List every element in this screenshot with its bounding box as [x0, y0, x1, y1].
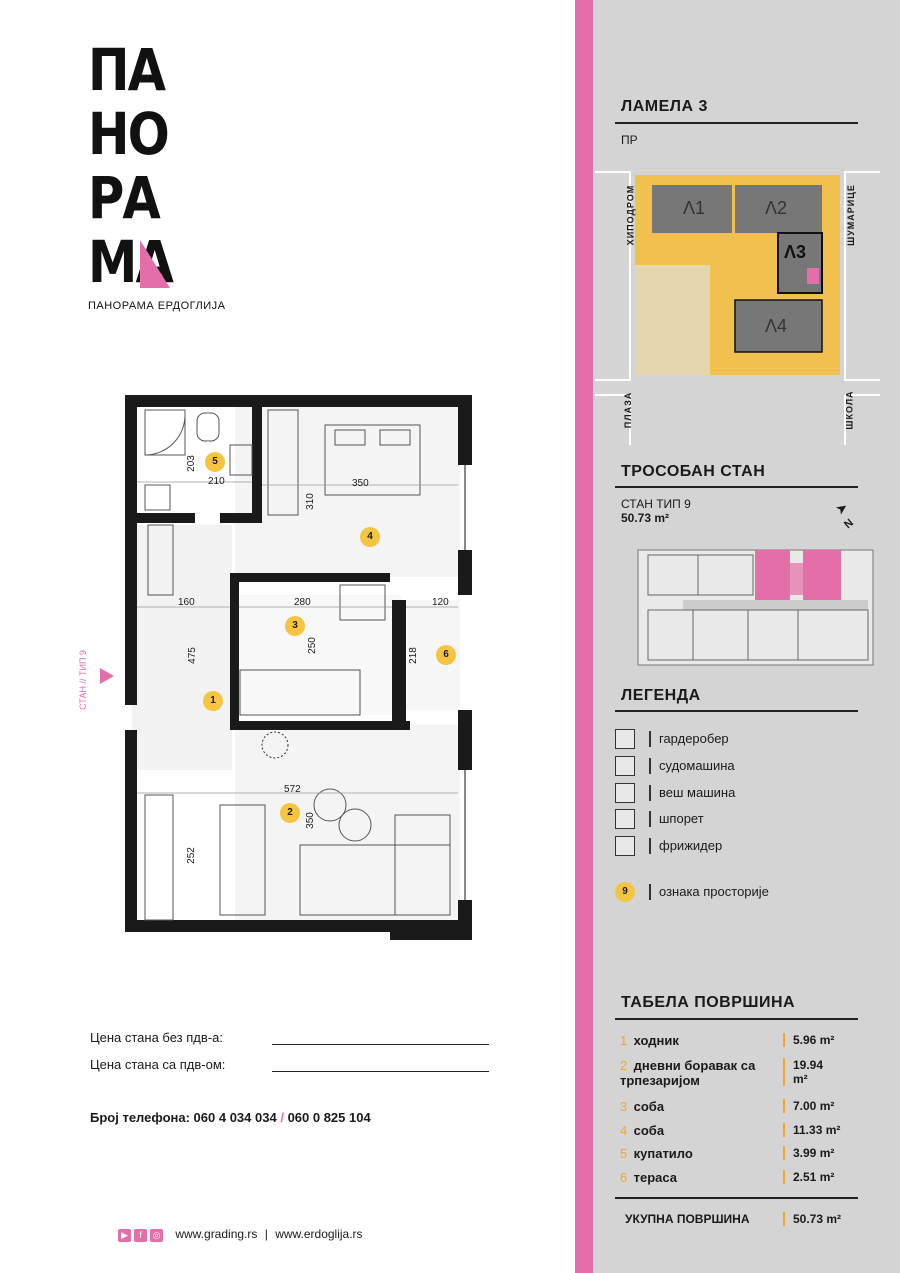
- youtube-icon[interactable]: ▶: [118, 1229, 131, 1242]
- area-row: [620, 1123, 860, 1138]
- logo-line: ПА: [88, 36, 165, 104]
- area-row-name: дневни боравак са трпезаријом: [620, 1058, 756, 1088]
- area-row-value: 11.33 m²: [783, 1123, 840, 1137]
- dim-label: 572: [284, 784, 301, 795]
- dim-label: 160: [178, 597, 195, 608]
- accent-bar: [575, 0, 593, 1273]
- area-row-name: тераса: [633, 1170, 678, 1185]
- area-row-name: соба: [633, 1123, 665, 1138]
- apartment-area: 50.73 m²: [621, 511, 670, 525]
- area-row: [620, 1099, 860, 1114]
- instagram-icon[interactable]: ◎: [150, 1229, 163, 1242]
- dishwasher-icon: [615, 756, 635, 776]
- footer: [118, 1227, 363, 1242]
- area-row-value: 7.00 m²: [783, 1099, 834, 1113]
- areas-title: ТАБЕЛА ПОВРШИНА: [621, 994, 796, 1011]
- phone-line: [90, 1110, 371, 1125]
- website-link[interactable]: www.erdoglija.rs: [275, 1227, 363, 1241]
- block-label: Λ2: [765, 198, 788, 218]
- logo-line: РА: [88, 164, 159, 232]
- legend-label: ознака просторије: [649, 884, 769, 900]
- divider: [615, 1197, 858, 1199]
- area-row: [620, 1058, 824, 1088]
- apartment-type-title: ТРОСОБАН СТАН: [621, 463, 766, 480]
- washing-machine-icon: [615, 783, 635, 803]
- block-label: Λ4: [765, 316, 788, 336]
- area-row: [620, 1033, 860, 1048]
- dim-label: 218: [407, 647, 419, 664]
- logo-triangle: [140, 240, 170, 288]
- legend-item: [615, 756, 735, 776]
- phone-number[interactable]: 060 4 034 034: [193, 1110, 277, 1125]
- key-plan: [633, 545, 878, 670]
- area-row-value: 19.94 m²: [783, 1058, 823, 1086]
- area-row: [620, 1170, 860, 1185]
- legend-label: фрижидер: [649, 838, 722, 854]
- legend-item: [615, 729, 729, 749]
- total-area-value: 50.73 m²: [783, 1212, 841, 1226]
- area-row-num: 1: [620, 1033, 628, 1048]
- room-badge: 2: [280, 803, 300, 823]
- price-without-vat-field[interactable]: [272, 1044, 489, 1045]
- apartment-type-label: СТАН ТИП 9: [621, 497, 691, 511]
- north-arrow-icon: ➤: [832, 498, 851, 519]
- area-row-num: 4: [620, 1123, 628, 1138]
- phone-label: Број телефона:: [90, 1110, 190, 1125]
- floor-label: ПР: [621, 133, 638, 147]
- website-link[interactable]: www.grading.rs: [175, 1227, 258, 1241]
- street-label: ПЛАЗА: [623, 391, 634, 429]
- legend-label: веш машина: [649, 785, 735, 801]
- area-row-value: 2.51 m²: [783, 1170, 834, 1184]
- legend-item: [615, 836, 722, 856]
- block-label: Λ3: [784, 242, 807, 262]
- street-label: ШУМАРИЦЕ: [845, 184, 856, 246]
- room-badge: 5: [205, 452, 225, 472]
- block-label: Λ1: [683, 198, 706, 218]
- site-map: [595, 160, 880, 445]
- divider: [615, 122, 858, 124]
- area-row-value: 3.99 m²: [783, 1146, 834, 1160]
- area-row-value: 5.96 m²: [783, 1033, 834, 1047]
- room-marker-badge: 9: [615, 882, 635, 902]
- area-row-num: 3: [620, 1099, 628, 1114]
- total-area-label: УКУПНА ПОВРШИНА: [625, 1212, 750, 1226]
- room-badge: 6: [436, 645, 456, 665]
- legend-item: [615, 882, 769, 902]
- legend-label: судомашина: [649, 758, 735, 774]
- legend-title: ЛЕГЕНДА: [621, 687, 701, 704]
- legend-item: [615, 809, 704, 829]
- area-row-name: ходник: [633, 1033, 679, 1048]
- street-label: ХИПОДРОМ: [625, 184, 636, 246]
- room-badge: 1: [203, 691, 223, 711]
- area-row-num: 5: [620, 1146, 628, 1161]
- room-badge: 4: [360, 527, 380, 547]
- area-row-num: 2: [620, 1058, 628, 1073]
- lamela-title: ЛАМЕЛА 3: [621, 98, 708, 115]
- footer-separator: |: [264, 1227, 268, 1241]
- dim-label: 250: [306, 637, 318, 654]
- legend-label: шпорет: [649, 811, 704, 827]
- apartment-side-label: СТАН // ТИП 9: [77, 650, 88, 710]
- legend-item: [615, 783, 735, 803]
- fridge-icon: [615, 836, 635, 856]
- legend-label: гардеробер: [649, 731, 729, 747]
- logo-subtitle: ПАНОРАМА ЕРДОГЛИЈА: [88, 300, 226, 312]
- area-row: [620, 1146, 860, 1161]
- dim-label: 350: [352, 478, 369, 489]
- divider: [615, 486, 858, 488]
- logo-line: МА: [88, 228, 172, 296]
- floor-plan: [77, 385, 500, 950]
- logo-line: НО: [88, 100, 168, 168]
- phone-number[interactable]: 060 0 825 104: [287, 1110, 371, 1125]
- wardrobe-icon: [615, 729, 635, 749]
- dim-label: 120: [432, 597, 449, 608]
- street-label: ШКОЛА: [844, 390, 855, 430]
- divider: [615, 710, 858, 712]
- area-row-num: 6: [620, 1170, 628, 1185]
- area-row-name: соба: [633, 1099, 665, 1114]
- dim-label: 310: [304, 493, 316, 510]
- dim-label: 252: [185, 847, 197, 864]
- dim-label: 280: [294, 597, 311, 608]
- price-with-vat-field[interactable]: [272, 1071, 489, 1072]
- dim-label: 210: [208, 476, 225, 487]
- area-row-name: купатило: [633, 1146, 693, 1161]
- room-badge: 3: [285, 616, 305, 636]
- north-label: N: [842, 516, 856, 532]
- phone-separator: /: [280, 1110, 284, 1125]
- price-without-vat-label: Цена стана без пдв-а:: [90, 1030, 223, 1045]
- stove-icon: [615, 809, 635, 829]
- entrance-arrow-icon: [100, 668, 114, 684]
- facebook-icon[interactable]: f: [134, 1229, 147, 1242]
- divider: [615, 1018, 858, 1020]
- total-area-row: [625, 1212, 865, 1226]
- price-with-vat-label: Цена стана са пдв-ом:: [90, 1057, 226, 1072]
- dim-label: 350: [304, 812, 316, 829]
- dim-label: 203: [185, 455, 197, 472]
- dim-label: 475: [186, 647, 198, 664]
